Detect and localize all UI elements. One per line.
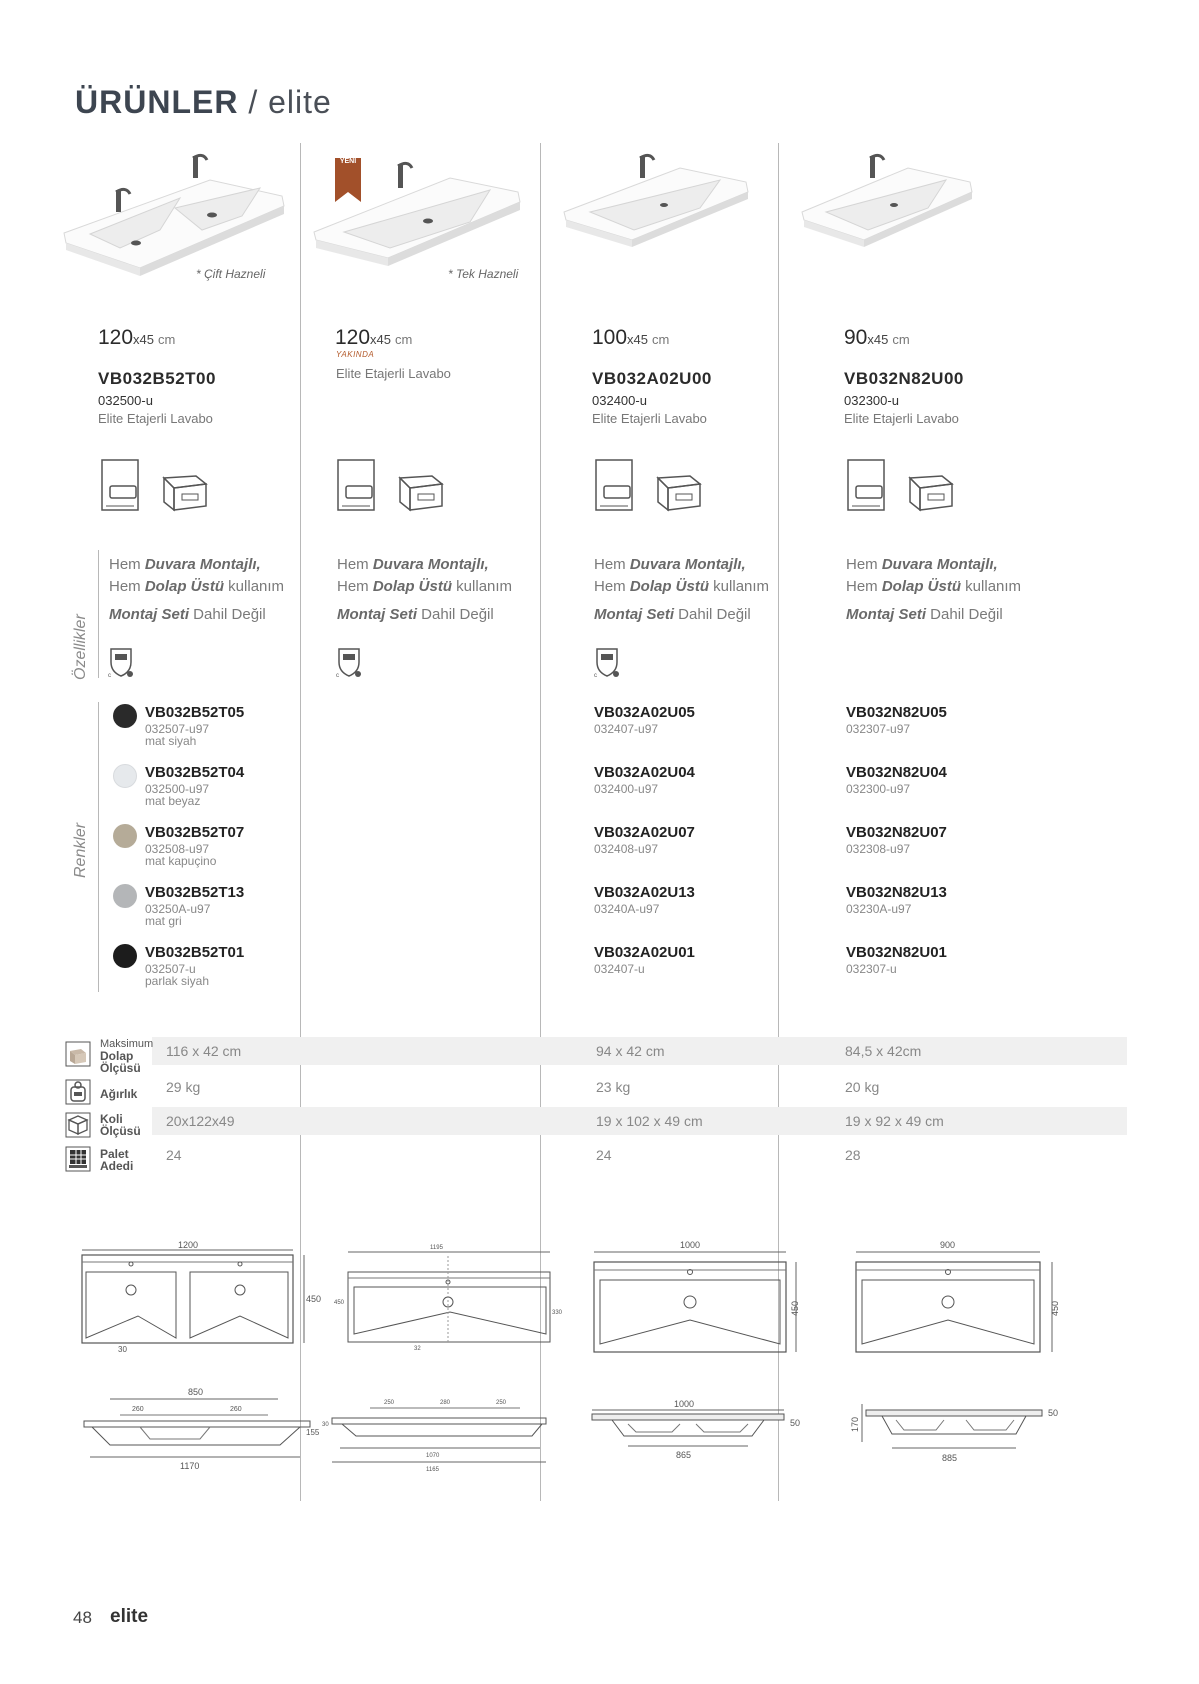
size-sub: x45: [370, 332, 392, 347]
box-size-icon: [65, 1112, 91, 1138]
color-sub-code: 032407-u97: [594, 722, 659, 736]
feat-text: Dahil Değil: [674, 606, 751, 623]
section-rule: [98, 702, 99, 992]
feat-text: kullanım: [452, 578, 513, 595]
dim-label: 900: [940, 1240, 956, 1250]
spec-box: 19 x 102 x 49 cm: [596, 1113, 703, 1129]
product-sub-code: 032300-u: [844, 393, 899, 408]
spec-cabinet: 94 x 42 cm: [596, 1043, 665, 1059]
page-number: 48: [73, 1608, 92, 1627]
feat-text: Hem: [846, 578, 882, 595]
size-main: 120: [98, 326, 134, 349]
technical-drawing-side-2: [320, 1396, 552, 1476]
technical-drawing-side-4: [846, 1398, 1071, 1468]
feat-text: kullanım: [961, 578, 1022, 595]
color-code: VB032B52T01: [145, 944, 245, 961]
dim-label: 865: [676, 1450, 692, 1460]
color-sub-code: 03230A-u97: [846, 902, 912, 916]
spec-label-line: Adedi: [100, 1159, 134, 1173]
color-sub-code: 032508-u97: [145, 842, 210, 856]
spec-label-cabinet: [100, 1038, 153, 1074]
dim-label: 250: [384, 1400, 395, 1406]
spec-label-line: Ölçüsü: [100, 1124, 141, 1138]
size-unit: cm: [395, 332, 413, 347]
size-main: 90: [844, 326, 868, 349]
spec-label-weight: Ağırlık: [100, 1087, 138, 1101]
renkler-label: Renkler: [72, 822, 89, 878]
feat-bold: Montaj Seti: [337, 606, 418, 623]
feature-line: [337, 604, 512, 626]
product-desc: Elite Etajerli Lavabo: [844, 411, 959, 426]
dim-label: 450: [334, 1300, 345, 1306]
color-sub-code: 032307-u: [846, 962, 897, 976]
feat-text: Hem: [109, 578, 145, 595]
footer-brand: elite: [110, 1606, 149, 1627]
basin-90-image: [798, 150, 974, 250]
svg-text:c: c: [594, 673, 597, 679]
svg-text:c: c: [108, 673, 111, 679]
color-swatch: [113, 824, 137, 848]
dim-label: 1070: [426, 1453, 440, 1459]
spec-label-line: Koli: [100, 1112, 123, 1126]
cabinet-size-icon: [65, 1041, 91, 1067]
spec-box: 19 x 92 x 49 cm: [845, 1113, 944, 1129]
coming-soon-label: YAKINDA: [336, 350, 375, 359]
color-sub: [145, 963, 209, 987]
size-sub: x45: [133, 332, 155, 347]
basin-note: * Çift Hazneli: [196, 267, 266, 281]
feature-line: [846, 604, 1021, 626]
color-code: VB032A02U01: [594, 944, 695, 961]
color-swatch: [113, 704, 137, 728]
feat-text: Hem: [594, 556, 630, 573]
feat-bold: Montaj Seti: [594, 606, 675, 623]
color-sub-code: 032407-u: [594, 962, 645, 976]
spec-weight: 29 kg: [166, 1079, 201, 1095]
product-code: VB032A02U00: [592, 369, 712, 388]
spec-label-box: [100, 1113, 141, 1137]
mounting-icons: [336, 458, 446, 516]
feature-line: [109, 576, 284, 598]
technical-drawing-side-3: [588, 1398, 813, 1464]
spec-weight: 20 kg: [845, 1079, 880, 1095]
features-text: [594, 554, 769, 626]
title-light: / elite: [238, 84, 332, 120]
wall-mount-icon: [102, 460, 138, 510]
dim-label: 450: [790, 1300, 800, 1316]
feature-line: [337, 554, 512, 576]
dim-label: 1000: [674, 1399, 695, 1409]
feat-text: kullanım: [224, 578, 285, 595]
product-desc: Elite Etajerli Lavabo: [336, 366, 451, 381]
color-name: mat gri: [145, 914, 182, 928]
product-code: VB032B52T00: [98, 369, 216, 388]
spec-label-pallet: [100, 1148, 133, 1172]
color-code: VB032N82U05: [846, 704, 947, 721]
color-sub-code: 03250A-u97: [145, 902, 211, 916]
dim-label: 260: [132, 1406, 144, 1413]
color-name: mat kapuçino: [145, 854, 217, 868]
spec-pallet: 24: [596, 1147, 612, 1163]
feature-line: [594, 604, 769, 626]
product-code: VB032N82U00: [844, 369, 964, 388]
size-main: 100: [592, 326, 628, 349]
color-sub-code: 032300-u97: [846, 782, 911, 796]
spec-pallet: 24: [166, 1147, 182, 1163]
dim-label: 50: [1048, 1408, 1059, 1418]
svg-text:c: c: [336, 673, 339, 679]
color-swatch: [113, 764, 137, 788]
feat-bold: Montaj Seti: [846, 606, 927, 623]
color-code: VB032B52T13: [145, 884, 245, 901]
dim-label: 250: [496, 1400, 507, 1406]
technical-drawing-top-2: [330, 1242, 563, 1352]
feature-line: [594, 576, 769, 598]
color-name: parlak siyah: [145, 974, 210, 988]
feat-text: Hem: [109, 556, 145, 573]
basin-note: * Tek Hazneli: [448, 267, 519, 281]
section-rule: [98, 550, 99, 678]
feat-text: Hem: [337, 578, 373, 595]
feat-bold: Duvara Montajlı,: [372, 556, 489, 573]
feat-bold: Dolap Üstü: [144, 578, 225, 595]
certification-icon: [336, 646, 362, 678]
color-code: VB032A02U13: [594, 884, 695, 901]
ozellikler-label: Özellikler: [72, 614, 89, 680]
color-sub-code: 032507-u: [145, 962, 196, 976]
spec-cabinet: 116 x 42 cm: [166, 1043, 242, 1059]
feat-text: Dahil Değil: [417, 606, 494, 623]
weight-icon: [65, 1079, 91, 1105]
features-text: [846, 554, 1021, 626]
feat-bold: Duvara Montajlı,: [144, 556, 261, 573]
feature-line: [594, 554, 769, 576]
dim-label: 1165: [426, 1467, 439, 1473]
color-code: VB032A02U07: [594, 824, 695, 841]
pallet-icon: [65, 1146, 91, 1172]
dim-label: 170: [850, 1416, 860, 1432]
feat-bold: Dolap Üstü: [629, 578, 710, 595]
color-code: VB032N82U04: [846, 764, 947, 781]
color-sub: [145, 843, 216, 867]
basin-100-image: [560, 150, 750, 250]
feat-bold: Duvara Montajlı,: [881, 556, 998, 573]
dim-label: 50: [790, 1418, 801, 1428]
color-swatch: [113, 944, 137, 968]
features-text: [337, 554, 512, 626]
feat-bold: Duvara Montajlı,: [629, 556, 746, 573]
color-sub-code: 032308-u97: [846, 842, 911, 856]
title-strong: ÜRÜNLER: [75, 84, 239, 120]
dim-label: 155: [306, 1428, 320, 1437]
feat-bold: Montaj Seti: [109, 606, 190, 623]
color-sub-code: 032400-u97: [594, 782, 659, 796]
product-size: [98, 326, 175, 350]
feature-line: [846, 554, 1021, 576]
cabinet-mount-icon: [164, 476, 206, 510]
color-code: VB032A02U05: [594, 704, 695, 721]
color-code: VB032B52T07: [145, 824, 245, 841]
product-size: [844, 326, 910, 350]
dim-label: 1200: [178, 1240, 199, 1250]
feature-line: [109, 604, 284, 626]
feature-line: [109, 554, 284, 576]
color-sub: [145, 783, 209, 807]
certification-icon: [108, 646, 134, 678]
size-sub: x45: [627, 332, 649, 347]
color-sub-code: 032507-u97: [145, 722, 210, 736]
product-desc: Elite Etajerli Lavabo: [98, 411, 213, 426]
color-code: VB032A02U04: [594, 764, 695, 781]
new-badge-text: YENİ: [339, 158, 357, 165]
color-name: mat siyah: [145, 734, 197, 748]
mounting-icons: [100, 458, 210, 516]
product-size: [335, 326, 412, 350]
feat-text: kullanım: [709, 578, 770, 595]
spec-label-line: Dolap: [100, 1049, 134, 1063]
product-size: [592, 326, 669, 350]
spec-weight: 23 kg: [596, 1079, 631, 1095]
mounting-icons: [594, 458, 704, 516]
color-swatch: [113, 884, 137, 908]
technical-drawing-top-1: [78, 1240, 323, 1355]
dim-label: 30: [322, 1422, 329, 1428]
color-code: VB032B52T04: [145, 764, 245, 781]
color-sub-code: 032500-u97: [145, 782, 210, 796]
color-name: mat beyaz: [145, 794, 201, 808]
dim-label: 1195: [430, 1245, 443, 1251]
spec-label-line: Palet: [100, 1147, 129, 1161]
feat-text: Dahil Değil: [189, 606, 266, 623]
mounting-icons: [846, 458, 956, 516]
color-code: VB032B52T05: [145, 704, 245, 721]
feat-text: Hem: [594, 578, 630, 595]
technical-drawing-side-1: [80, 1385, 325, 1475]
features-text: [109, 554, 284, 626]
dim-label: 1000: [680, 1240, 701, 1250]
color-sub-code: 032408-u97: [594, 842, 659, 856]
dim-label: 260: [230, 1406, 242, 1413]
color-sub: [145, 903, 210, 927]
size-sub: x45: [867, 332, 889, 347]
dim-label: 450: [306, 1294, 322, 1304]
feat-bold: Dolap Üstü: [881, 578, 962, 595]
size-unit: cm: [158, 332, 176, 347]
color-sub: [145, 723, 209, 747]
spec-pallet: 28: [845, 1147, 861, 1163]
spec-label-small: Maksimum: [100, 1038, 154, 1050]
color-sub-code: 03240A-u97: [594, 902, 660, 916]
spec-label-line: Ölçüsü: [100, 1061, 141, 1075]
technical-drawing-top-3: [590, 1240, 805, 1358]
certification-icon: [594, 646, 620, 678]
color-code: VB032N82U01: [846, 944, 947, 961]
feature-line: [846, 576, 1021, 598]
dim-label: 32: [414, 1346, 421, 1352]
feat-bold: Dolap Üstü: [372, 578, 453, 595]
product-sub-code: 032500-u: [98, 393, 153, 408]
dim-label: 450: [1050, 1300, 1060, 1316]
color-code: VB032N82U13: [846, 884, 947, 901]
dim-label: 280: [440, 1400, 451, 1406]
product-sub-code: 032400-u: [592, 393, 647, 408]
feat-text: Dahil Değil: [926, 606, 1003, 623]
dim-label: 885: [942, 1453, 958, 1463]
technical-drawing-top-4: [852, 1240, 1067, 1358]
product-desc: Elite Etajerli Lavabo: [592, 411, 707, 426]
page-title: [75, 84, 332, 121]
size-main: 120: [335, 326, 371, 349]
spec-box: 20x122x49: [166, 1113, 235, 1129]
dim-label: 330: [552, 1310, 563, 1316]
feat-text: Hem: [337, 556, 373, 573]
color-code: VB032N82U07: [846, 824, 947, 841]
feat-text: Hem: [846, 556, 882, 573]
dim-label: 850: [188, 1387, 204, 1397]
double-basin-image: [60, 148, 288, 278]
color-sub-code: 032307-u97: [846, 722, 911, 736]
size-unit: cm: [652, 332, 670, 347]
dim-label: 30: [118, 1345, 127, 1354]
spec-cabinet: 84,5 x 42cm: [845, 1043, 922, 1059]
dim-label: 1170: [180, 1461, 200, 1471]
feature-line: [337, 576, 512, 598]
size-unit: cm: [892, 332, 910, 347]
